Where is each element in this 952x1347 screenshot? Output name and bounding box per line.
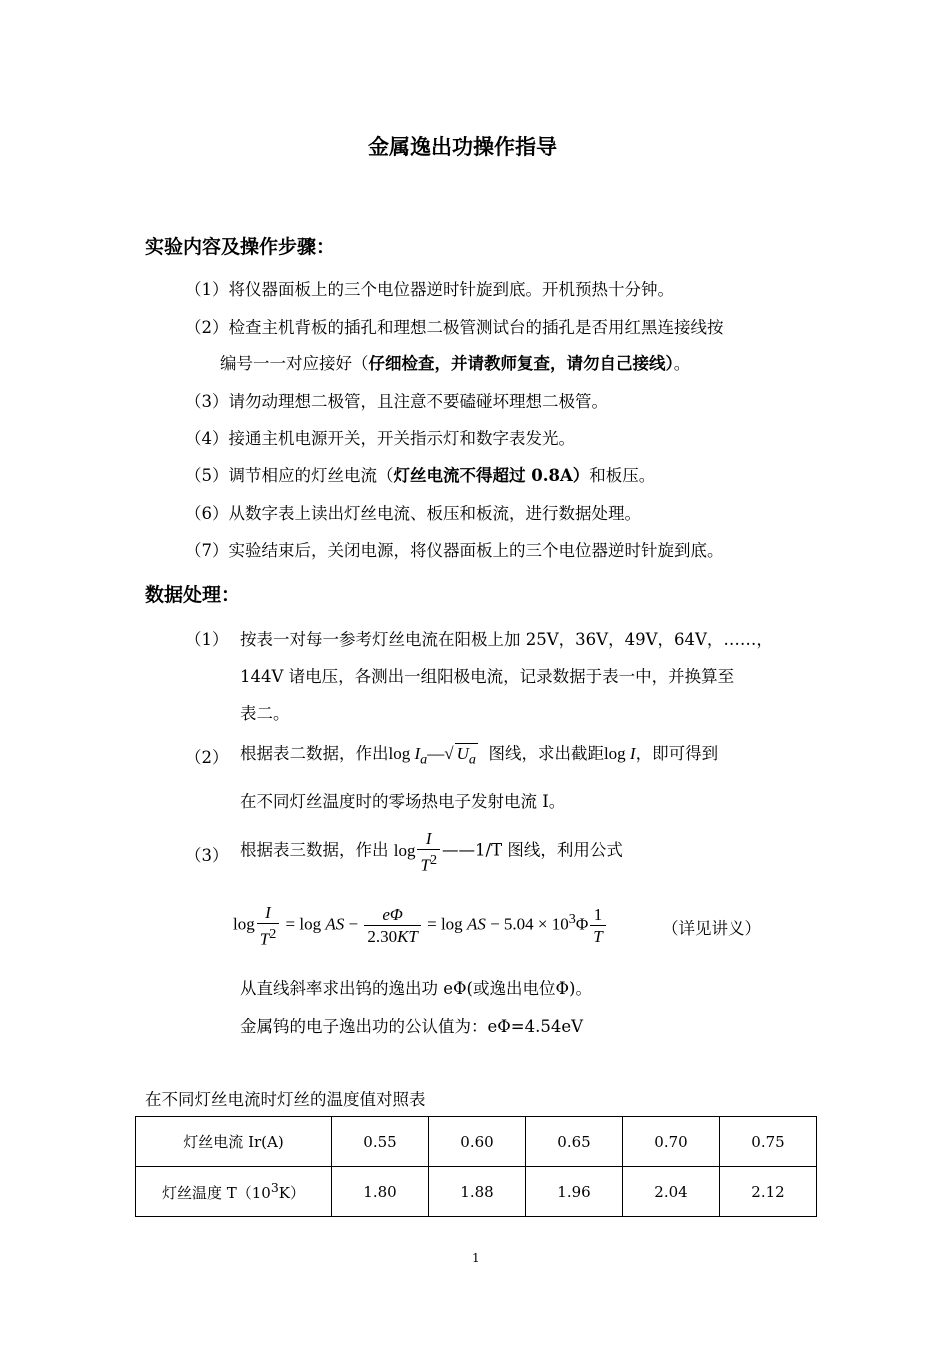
table-caption: 在不同灯丝电流时灯丝的温度值对照表 (145, 1090, 426, 1109)
item-3-text-a: 根据表三数据，作出 (240, 840, 389, 860)
table-cell: 0.75 (720, 1117, 817, 1167)
page-number: 1 (472, 1251, 480, 1265)
page-title: 金属逸出功操作指导 (368, 134, 557, 159)
table-row-header: 灯丝温度 $T(10^3K)$ (136, 1167, 332, 1217)
step-2-bold-note: 仔细检查，并请教师复查，请勿自己接线） (368, 354, 674, 373)
item-3-text-b: ——1/T 图线，利用公式 (442, 840, 623, 860)
item-2-number: （2） (185, 748, 229, 767)
step-2-end: 。 (673, 354, 691, 373)
work-function-formula: log $\frac{I}{T^2}$ = log AS − $\frac{e\Phi}{2.30KT}$ = log AS − $5.04 \times 10^3\Phi$ $\frac{1}{T}$ (233, 902, 608, 950)
step-3: （3）请勿动理想二极管，且注意不要磕碰坏理想二极管。 (185, 392, 608, 411)
table-row (136, 1117, 817, 1167)
step-5 (185, 462, 655, 486)
table-cell: 0.55 (332, 1117, 429, 1167)
item-1-line2: 144V 诸电压，各测出一组阳极电流，记录数据于表一中，并换算至 (240, 667, 735, 686)
step-2-line1: （2）检查主机背板的插孔和理想二极管测试台的插孔是否用红黑连接线按 (185, 318, 724, 337)
table-cell: 0.60 (429, 1117, 526, 1167)
table-cell: 1.88 (429, 1167, 526, 1217)
item-1-line1: 按表一对每一参考灯丝电流在阳极上加 25V，36V，49V，64V，……， (240, 630, 773, 649)
section-heading-data: 数据处理： (145, 584, 241, 606)
table-cell: 0.65 (526, 1117, 623, 1167)
formula-note: （详见讲义） (662, 919, 761, 938)
step-2-line2 (220, 350, 690, 374)
after-formula-line1: 从直线斜率求出钨的逸出功 eΦ(或逸出电位Φ)。 (240, 979, 592, 998)
item-2-line2: 在不同灯丝温度时的零场热电子发射电流 I。 (240, 792, 566, 811)
step-1: （1）将仪器面板上的三个电位器逆时针旋到底。开机预热十分钟。 (185, 280, 674, 299)
table-cell: 0.70 (623, 1117, 720, 1167)
item-3-number: （3） (185, 846, 229, 865)
item-2-text-c: ，即可得到 (635, 744, 719, 763)
item-1-number: （1） (185, 630, 229, 649)
step-6: （6）从数字表上读出灯丝电流、板压和板流，进行数据处理。 (185, 504, 641, 523)
step-5-bold-note: 灯丝电流不得超过 0.8A） (393, 466, 590, 485)
step-7: （7）实验结束后，关闭电源，将仪器面板上的三个电位器逆时针旋到底。 (185, 541, 724, 560)
item-2-text-b: 图线，求出截距 (488, 744, 604, 763)
item-3-line1 (240, 828, 623, 876)
step-5-end: 和板压。 (589, 466, 656, 485)
log-ia-sqrt-ua-expression: $\log I_a—√$ $U_a$ (388, 744, 476, 768)
after-formula-line2: 金属钨的电子逸出功的公认值为：eΦ=4.54eV (240, 1017, 584, 1036)
log-i-over-t2-expression: log $\frac{I}{T^2}$ (394, 841, 442, 860)
table-cell: 2.12 (720, 1167, 817, 1217)
table-row (136, 1167, 817, 1217)
item-1-line3: 表二。 (240, 704, 290, 723)
step-2-text: 编号一一对应接好（ (220, 354, 369, 373)
table-cell: 2.04 (623, 1167, 720, 1217)
step-4: （4）接通主机电源开关，开关指示灯和数字表发光。 (185, 429, 575, 448)
item-2-line1 (240, 740, 718, 768)
step-5-text: （5）调节相应的灯丝电流（ (185, 466, 394, 485)
temperature-table (135, 1116, 817, 1217)
item-2-text-a: 根据表二数据，作出 (240, 744, 389, 763)
table-cell: 1.96 (526, 1167, 623, 1217)
log-i-expression: log I (603, 744, 636, 763)
table-row-header: 灯丝电流 Ir(A) (136, 1117, 332, 1167)
section-heading-steps: 实验内容及操作步骤： (145, 236, 336, 258)
table-cell: 1.80 (332, 1167, 429, 1217)
